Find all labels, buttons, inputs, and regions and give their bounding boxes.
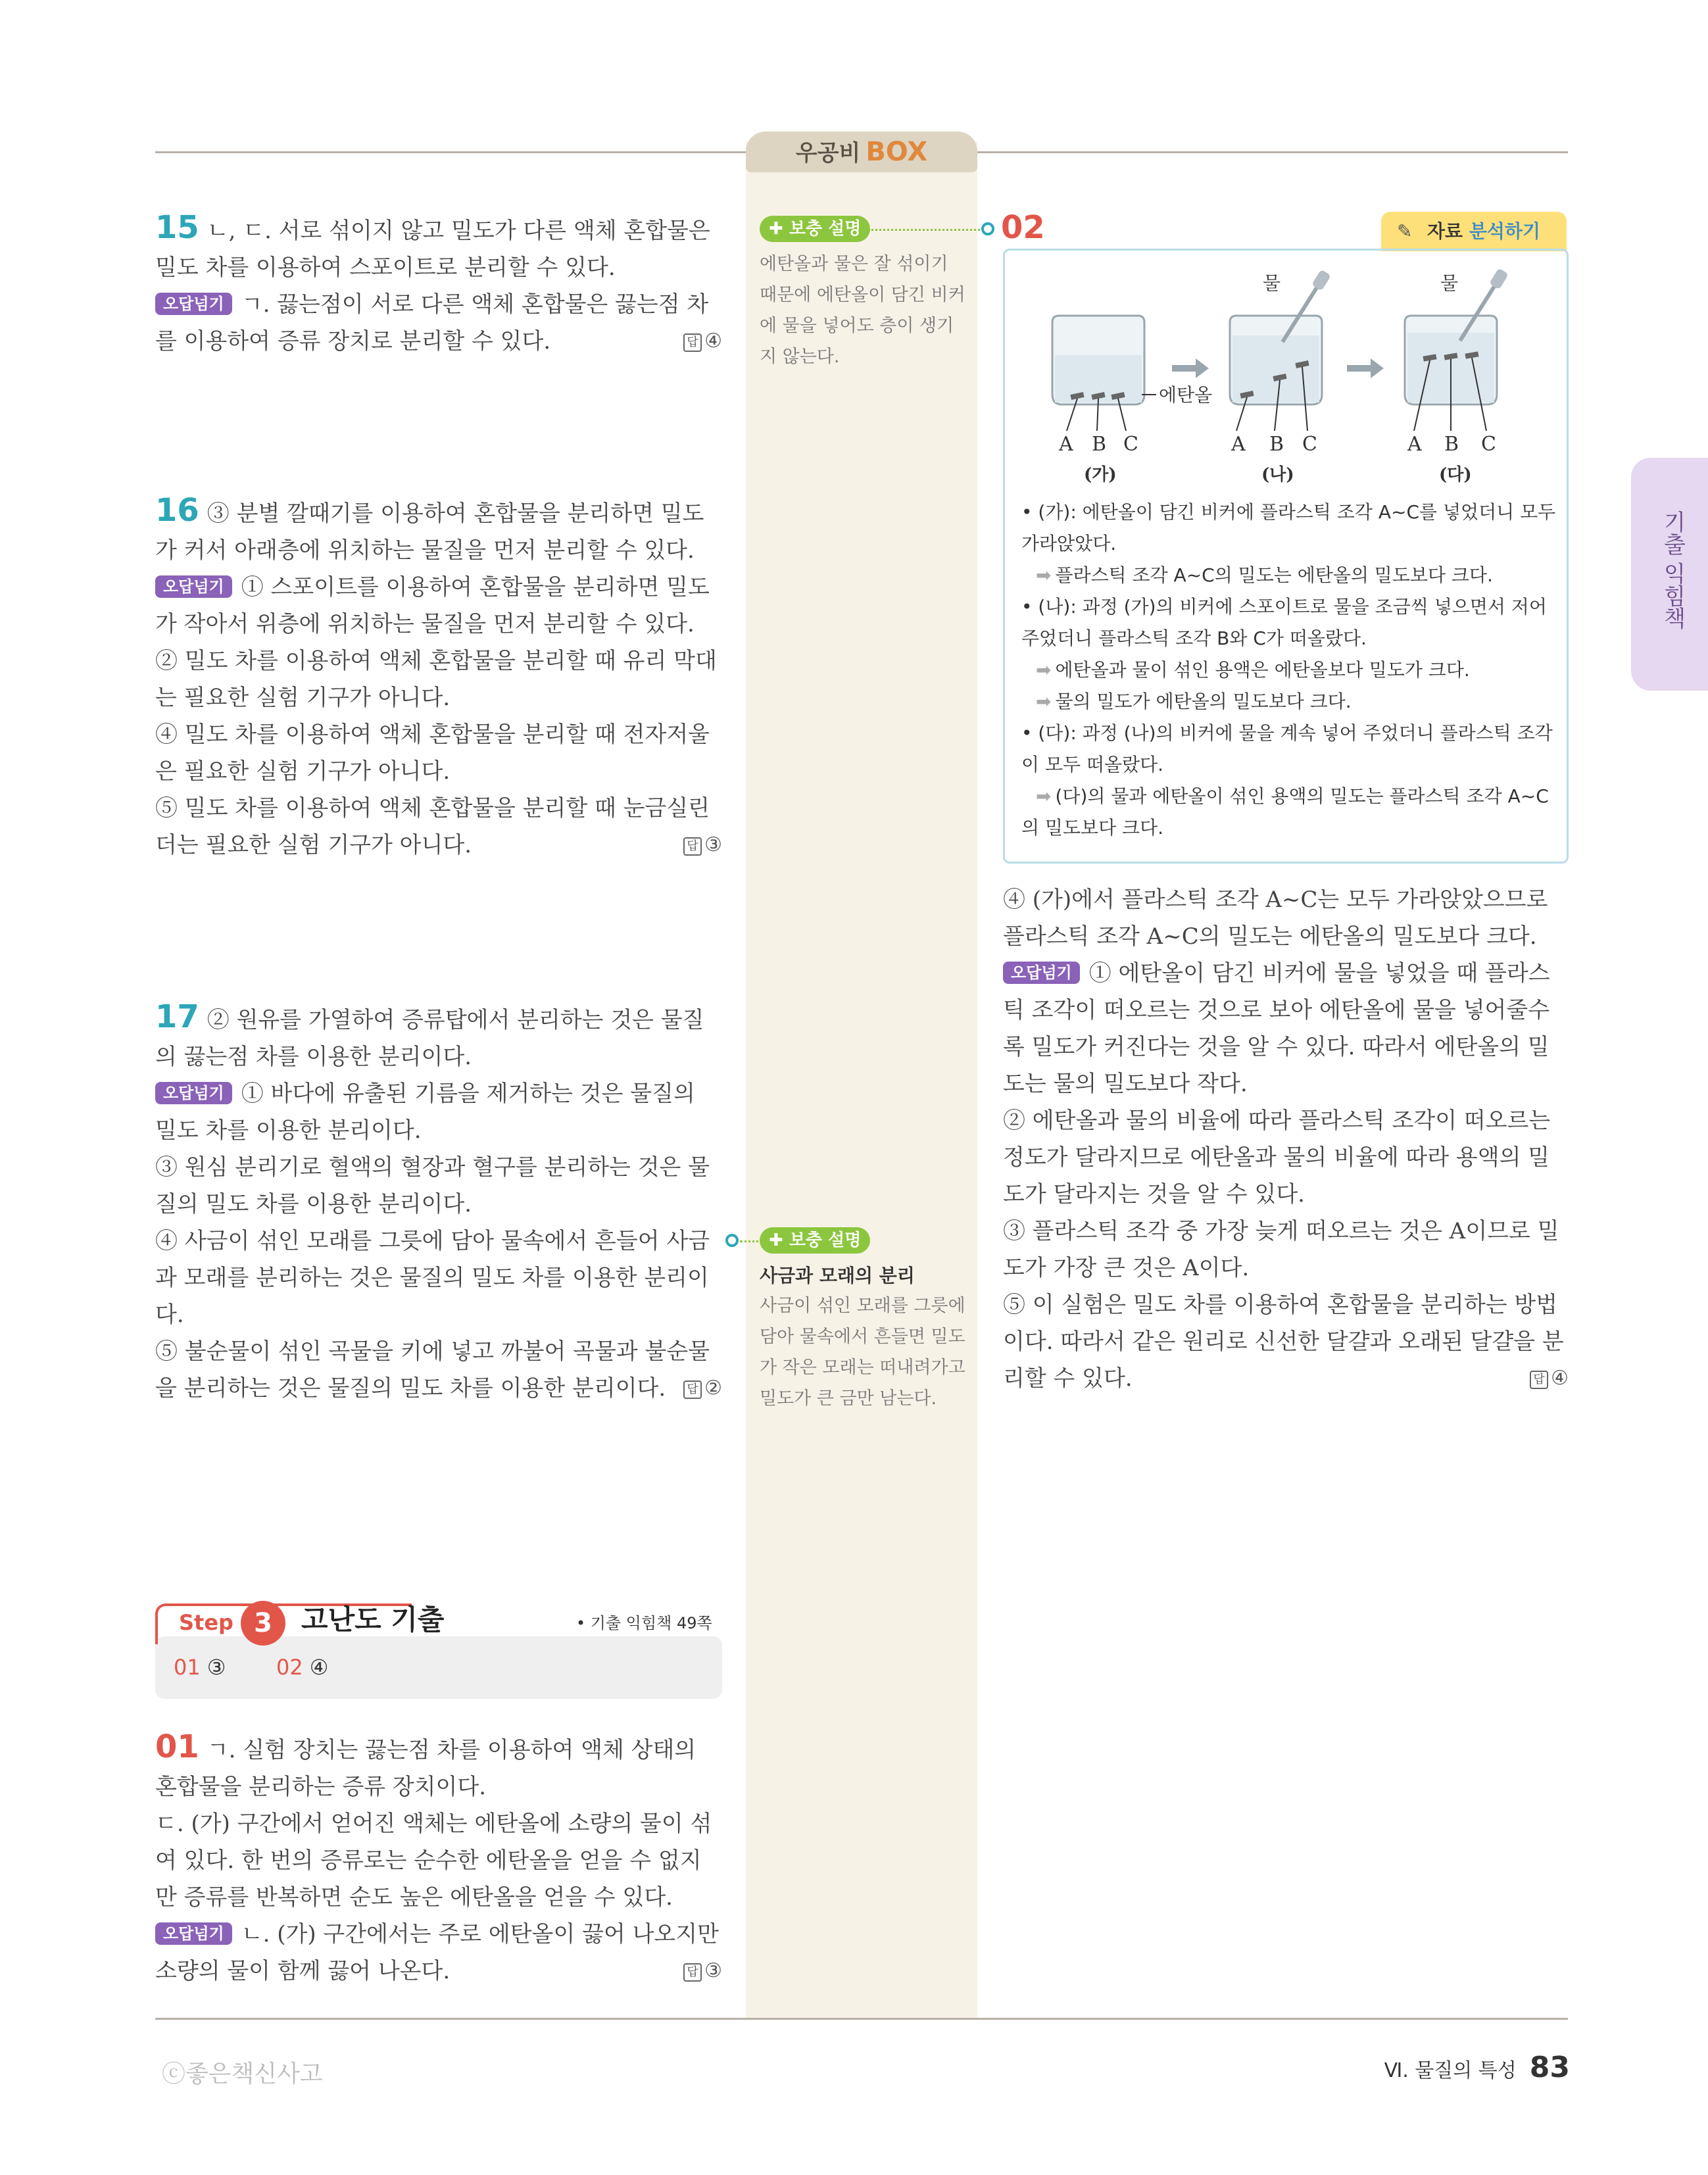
wrong-answer-text: ㄱ. 끓는점이 서로 다른 액체 혼합물은 끓는점 차를 이용하여 증류 장치로 분리할 수 있다. [155, 291, 709, 354]
arrow-icon: ➡ [1036, 564, 1052, 586]
label-b: B [1444, 433, 1459, 456]
answer-mark: 답 [1530, 1371, 1548, 1389]
question-text: ④ (가)에서 플라스틱 조각 A~C는 모두 가라앉았으므로 플라스틱 조각 A~C의 밀도는 에탄올의 밀도보다 크다. [1003, 887, 1548, 950]
label-a: A [1231, 433, 1246, 456]
question-17 [155, 998, 722, 1407]
explanation-line: ② 에탄올과 물의 비율에 따라 플라스틱 조각이 떠오르는 정도가 달라지므로 에탄올과 물의 비율에 따라 용액의 밀도가 달라지는 것을 알 수 있다. [1003, 1108, 1551, 1208]
question-02-number [1001, 209, 1053, 246]
answer-value: ② [704, 1377, 722, 1400]
answer [683, 1953, 722, 1990]
step-reference: • 기출 익힘책 49쪽 [576, 1614, 712, 1632]
analysis-bullet: • (가): 에탄올이 담긴 비커에 플라스틱 조각 A~C를 넣었더니 모두 가라앉았다. [1021, 501, 1556, 554]
wrong-answer-tag: 오답넘기 [155, 575, 232, 598]
wrong-answer-tag: 오답넘기 [155, 1082, 232, 1104]
question-number: 02 [1001, 209, 1045, 246]
label-a: A [1059, 433, 1073, 456]
data-tab-label: 자료 [1427, 220, 1463, 242]
answer-value: ④ [1551, 1367, 1569, 1390]
bottom-rule [155, 2018, 1568, 2020]
explanation-line: ⑤ 불순물이 섞인 곡물을 키에 넣고 까불어 곡물과 불순물을 분리하는 것은 물질의 밀도 차를 이용한 분리이다. [155, 1338, 710, 1402]
answer-mark: 답 [683, 837, 702, 856]
wrong-answer-tag: 오답넘기 [155, 293, 232, 315]
pencil-icon: ✎ [1397, 220, 1413, 242]
question-number: 01 [155, 1728, 199, 1765]
question-text: ㄴ, ㄷ. 서로 섞이지 않고 밀도가 다른 액체 혼합물은 밀도 차를 이용하여 스포이트로 분리할 수 있다. [155, 218, 710, 281]
explanation-line: ① 에탄올이 담긴 비커에 물을 넣었을 때 플라스틱 조각이 떠오르는 것으로 보아 에탄올에 물을 넣어줄수록 밀도가 커진다는 것을 알 수 있다. 따라서 에탄올의 밀도는 물의 밀도보다 작다. [1003, 960, 1550, 1097]
question-01 [155, 1728, 722, 1990]
analysis-list [1021, 497, 1561, 844]
wrong-answer-text: ㄴ. (가) 구간에서는 주로 에탄올이 끓어 나오지만 소량의 물이 함께 끓어 나온다. [155, 1921, 719, 1984]
question-number: 16 [155, 492, 199, 529]
supplement-tag: ✚ 보충 설명 [760, 1227, 870, 1254]
explanation-line: ③ 원심 분리기로 혈액의 혈장과 혈구를 분리하는 것은 물질의 밀도 차를 이용한 분리이다. [155, 1154, 710, 1217]
wugongbi-box-column [746, 141, 977, 2019]
answer [683, 1370, 722, 1407]
answer [683, 323, 722, 360]
question-text: ㄱ. 실험 장치는 끓는점 차를 이용하여 액체 상태의 혼합물을 분리하는 증류 장치이다. [155, 1737, 696, 1800]
step-number: 3 [241, 1601, 285, 1646]
side-tab-label: 기출 익힘책 [1659, 510, 1686, 629]
explanation-line: ① 스포이트를 이용하여 혼합물을 분리하면 밀도가 작아서 위층에 위치하는 물질을 먼저 분리할 수 있다. [155, 574, 710, 637]
analysis-arrow: ➡ 플라스틱 조각 A~C의 밀도는 에탄올의 밀도보다 크다. [1036, 564, 1493, 586]
page-number: 83 [1529, 2051, 1570, 2084]
arrow-icon: ➡ [1036, 691, 1052, 712]
step-answer-2: 02 ④ [276, 1655, 329, 1680]
explanation-line: ③ 플라스틱 조각 중 가장 늦게 떠오르는 것은 A이므로 밀도가 가장 큰 것은 A이다. [1003, 1218, 1559, 1281]
answer-mark: 답 [683, 333, 702, 352]
analysis-bullet: • (다): 과정 (나)의 비커에 물을 계속 넣어 주었더니 플라스틱 조각이 모두 떠올랐다. [1021, 722, 1553, 775]
label-b: B [1269, 433, 1284, 456]
box-label: 우공비 [795, 140, 861, 166]
water-label: 물 [1263, 272, 1281, 294]
answer-value: ③ [704, 1959, 722, 1982]
supplement-tag: ✚ 보충 설명 [760, 216, 870, 242]
label-c: C [1481, 433, 1496, 456]
step-title: 고난도 기출 [301, 1603, 445, 1636]
label-c: C [1302, 433, 1317, 456]
publisher-name: ⓒ좋은책신사고 [162, 2061, 323, 2088]
step-answer-1: 01 ③ [174, 1655, 226, 1680]
arrow-icon: ➡ [1036, 785, 1052, 807]
panel-da: (다) [1439, 465, 1472, 485]
answer-mark: 답 [683, 1381, 702, 1399]
step-word: Step [179, 1610, 233, 1635]
wrong-answer-tag: 오답넘기 [1003, 962, 1080, 984]
data-analysis-tab [1381, 212, 1567, 251]
explanation-line: ④ 밀도 차를 이용하여 액체 혼합물을 분리할 때 전자저울은 필요한 실험 기구가 아니다. [155, 721, 710, 785]
panel-ga: (가) [1084, 465, 1117, 485]
panel-na: (나) [1261, 465, 1294, 485]
explanation-line: ① 바다에 유출된 기름을 제거하는 것은 물질의 밀도 차를 이용한 분리이다. [155, 1081, 695, 1144]
water-label: 물 [1440, 272, 1459, 294]
box-word: BOX [866, 137, 928, 167]
arrow-icon [1172, 358, 1209, 378]
supplement-note-2 [760, 1227, 970, 1414]
wugongbi-box-header [746, 132, 977, 172]
analysis-arrow: ➡ 에탄올과 물이 섞인 용액은 에탄올보다 밀도가 크다. [1036, 659, 1470, 681]
analysis-arrow: ➡ (다)의 물과 에탄올이 섞인 용액의 밀도는 플라스틱 조각 A~C의 밀도보다 크다. [1021, 785, 1549, 839]
side-tab[interactable] [1631, 458, 1708, 691]
analysis-arrow: ➡ 물의 밀도가 에탄올의 밀도보다 크다. [1036, 691, 1352, 712]
step-3-header [155, 1590, 722, 1699]
label-b: B [1092, 433, 1107, 456]
answer-mark: 답 [683, 1963, 702, 1982]
connector-dot [725, 1234, 739, 1247]
supplement-note-1 [760, 216, 970, 372]
supplement-text: 에탄올과 물은 잘 섞이기 때문에 에탄올이 담긴 비커에 물을 넣어도 층이 생기지 않는다. [760, 254, 965, 367]
answer-value: ③ [704, 833, 722, 856]
wrong-answer-tag: 오답넘기 [155, 1922, 232, 1945]
data-tab-label-highlight: 분석하기 [1469, 220, 1541, 242]
question-16 [155, 492, 722, 864]
supplement-title: 사금과 모래의 분리 [760, 1265, 915, 1286]
answer-value: ④ [704, 330, 722, 353]
label-a: A [1407, 433, 1422, 456]
beaker-ga [1052, 316, 1156, 431]
answer [1530, 1360, 1569, 1397]
explanation-line: ㄷ. (가) 구간에서 얻어진 액체는 에탄올에 소량의 물이 섞여 있다. 한 번의 증류로는 순수한 에탄올을 얻을 수 없지만 증류를 반복하면 순도 높은 에탄올을 얻을 수 있다. [155, 1811, 712, 1911]
answer [683, 827, 722, 864]
supplement-tag-label: 보충 설명 [789, 219, 862, 239]
connector-dot [981, 222, 994, 235]
footer-chapter [1384, 2051, 1570, 2084]
beaker-experiment-figure [1026, 263, 1552, 493]
step-answer-bar [155, 1636, 722, 1699]
explanation-line: ② 밀도 차를 이용하여 액체 혼합물을 분리할 때 유리 막대는 필요한 실험 기구가 아니다. [155, 648, 717, 711]
connector-line [740, 1240, 764, 1242]
supplement-text: 사금이 섞인 모래를 그릇에 담아 물속에서 흔들면 밀도가 작은 모래는 떠내려가고 밀도가 큰 금만 남는다. [760, 1296, 965, 1409]
question-number: 15 [155, 209, 199, 246]
question-number: 17 [155, 998, 199, 1035]
connector-line [868, 229, 984, 231]
question-15 [155, 209, 722, 360]
supplement-tag-label: 보충 설명 [789, 1231, 862, 1250]
question-text: ② 원유를 가열하여 증류탑에서 분리하는 것은 물질의 끓는점 차를 이용한 분리이다. [155, 1007, 704, 1070]
ethanol-label: 에탄올 [1159, 384, 1213, 406]
chapter-title: Ⅵ. 물질의 특성 [1384, 2059, 1517, 2082]
explanation-line: ⑤ 밀도 차를 이용하여 액체 혼합물을 분리할 때 눈금실린더는 필요한 실험 기구가 아니다. [155, 795, 710, 858]
explanation-line: ⑤ 이 실험은 밀도 차를 이용하여 혼합물을 분리하는 방법이다. 따라서 같은 원리로 신선한 달걀과 오래된 달걀을 분리할 수 있다. [1003, 1292, 1564, 1392]
arrow-icon: ➡ [1036, 659, 1052, 681]
question-02-explanation [1003, 881, 1569, 1397]
explanation-line: ④ 사금이 섞인 모래를 그릇에 담아 물속에서 흔들어 사금과 모래를 분리하는 것은 물질의 밀도 차를 이용한 분리이다. [155, 1228, 710, 1328]
question-text: ③ 분별 깔때기를 이용하여 혼합물을 분리하면 밀도가 커서 아래층에 위치하는 물질을 먼저 분리할 수 있다. [155, 501, 704, 564]
label-c: C [1123, 433, 1138, 456]
analysis-bullet: • (나): 과정 (가)의 비커에 스포이트로 물을 조금씩 넣으면서 저어 주었더니 플라스틱 조각 B와 C가 떠올랐다. [1021, 596, 1547, 649]
arrow-icon [1347, 358, 1384, 378]
